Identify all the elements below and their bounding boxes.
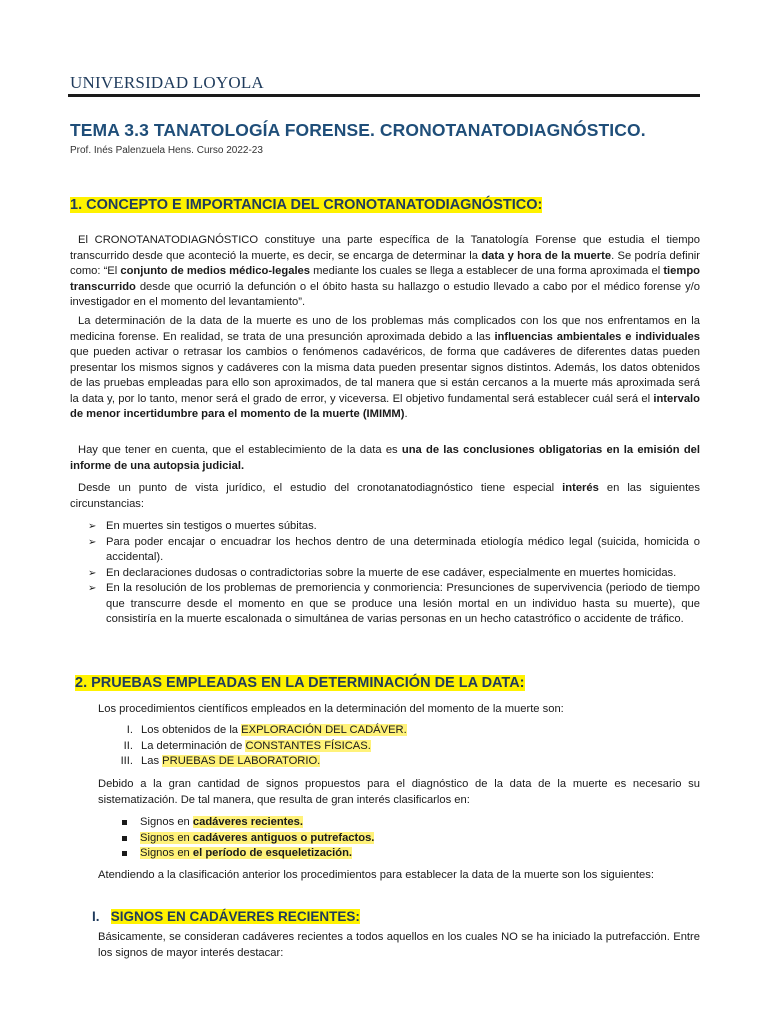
section-2-intro: Los procedimientos científicos empleados en la determinación del momento de la muerte son: (98, 703, 564, 715)
subsection-heading-text: SIGNOS EN CADÁVERES RECIENTES: (110, 909, 360, 924)
bold-run: influencias ambientales e individuales (494, 330, 700, 343)
paragraph-definition (70, 233, 700, 311)
list-item (118, 831, 678, 847)
highlighted-text: EXPLORACIÓN DEL CADÁVER. (241, 724, 407, 736)
university-name: UNIVERSIDAD LOYOLA (70, 73, 264, 92)
paragraph-obligatory (70, 443, 700, 474)
square-bullet-icon (122, 836, 127, 841)
text-run: Desde un punto de vista jurídico, el estudio del cronotanatodiagnóstico tiene especial (78, 482, 563, 494)
highlighted-text: cadáveres antiguos o putrefactos. (192, 831, 375, 844)
text-run: en las siguientes circunstancias: (70, 482, 700, 510)
list-item (113, 739, 673, 755)
section-2-heading (75, 675, 525, 691)
list-item-text: Para poder encajar o encuadrar los hechos dentro de una determinada etiología médico legal (suicida, homicida o accidental). (106, 535, 700, 563)
text-run: desde que ocurrió la defunción o el óbito hasta su hallazgo o estudio llevado a cabo por el médico forense y/o investigador en el momento del levantamiento”. (70, 280, 700, 308)
text-run: El CRONOTANATODIAGNÓSTICO constituye una parte específica de la Tanatología Forense que estudia el tiempo transcurrido desde que aconteció la muerte, es decir, se encarga de determinar la (70, 234, 700, 262)
bold-run: data y hora de la muerte (481, 249, 612, 262)
bold-run: interés (562, 482, 599, 494)
highlighted-text: PRUEBAS DE LABORATORIO. (162, 755, 321, 767)
author-line: Prof. Inés Palenzuela Hens. Curso 2022-23 (70, 145, 263, 156)
list-item (86, 581, 700, 628)
list-item-text: Signos en (140, 831, 193, 844)
subsection-number: I. (92, 909, 100, 924)
list-number: I. (126, 724, 133, 736)
paragraph-procedures: Atendiendo a la clasificación anterior los procedimientos para establecer la data de la muerte son los siguientes: (98, 869, 654, 881)
section-1-heading (70, 197, 542, 213)
list-item-text: En declaraciones dudosas o contradictorias sobre la muerte de ese cadáver, especialmente en muertes homicidas. (106, 566, 677, 579)
text-run: mediante los cuales se llega a establecer de una forma aproximada el (310, 265, 664, 277)
arrow-bullet-icon: ➢ (88, 583, 97, 594)
sign-types-list (118, 815, 678, 862)
square-bullet-icon (122, 851, 127, 856)
list-number: II. (123, 739, 133, 752)
arrow-bullet-icon: ➢ (88, 567, 97, 579)
text-run: . Se podría definir como: “El (70, 249, 701, 277)
highlighted-text: el período de esqueletización. (192, 847, 353, 859)
section-2-heading-text: 2. PRUEBAS EMPLEADAS EN LA DETERMINACIÓN DE LA DATA: (75, 675, 525, 691)
section-1-heading-text: 1. CONCEPTO E IMPORTANCIA DEL CRONOTANATODIAGNÓSTICO: (70, 197, 543, 213)
list-item-text: Las (141, 755, 163, 767)
arrow-bullet-icon: ➢ (88, 521, 97, 532)
list-item-text: En la resolución de los problemas de premoriencia y conmoriencia: Presunciones de supervivencia (periodo de tiempo que transcurre desde el momento en que se produce una lesión mortal en un individuo hasta su muerte), que consistiría en la muerte escalonada o simultánea de varias personas en un hecho catastrófico o accidente de tráfico. (106, 582, 700, 625)
highlighted-text: cadáveres recientes. (192, 816, 303, 828)
bold-run: intervalo de menor incertidumbre para el momento de la muerte (IMIMM) (70, 392, 700, 420)
bold-run: una de las conclusiones obligatorias en la emisión del informe de una autopsia judicial. (70, 444, 700, 472)
list-item-text: En muertes sin testigos o muertes súbitas. (106, 520, 317, 532)
list-number: III. (120, 755, 133, 767)
text-run: . (404, 408, 408, 420)
list-item-text: Signos en (140, 847, 193, 859)
list-item (113, 754, 673, 770)
subsection-1-heading (92, 909, 360, 924)
paragraph-recent-corpses: Básicamente, se consideran cadáveres recientes a todos aquellos en los cuales NO se ha iniciado la putrefacción. Entre los signos de mayor interés destacar: (98, 931, 700, 959)
header-rule (68, 94, 700, 97)
procedures-list (113, 723, 673, 770)
page-title: TEMA 3.3 TANATOLOGÍA FORENSE. CRONOTANATODIAGNÓSTICO. (70, 120, 646, 140)
paragraph-legal-interest (70, 481, 700, 512)
text-run: Hay que tener en cuenta, que el establecimiento de la data es (78, 444, 402, 456)
text-run: que pueden activar o retrasar los cambios o fenómenos cadavéricos, de forma que cadáveres de diferentes datas pueden presentar los mismos signos y cadáveres con la misma data pueden presentar signos distintos. Además, los datos obtenidos de las pruebas empleadas para ello son aproximados, de tal manera que si están cercanos a la muerte más aproximada será la data y, por lo tanto, menor será el grado de error, y viceversa. El objetivo fundamental será establecer cuál será el (70, 346, 700, 405)
list-item-text: Signos en (140, 816, 193, 828)
list-item (118, 846, 678, 862)
square-bullet-icon (122, 820, 127, 825)
bold-run: conjunto de medios médico-legales (120, 265, 310, 277)
text-run: La determinación de la data de la muerte es uno de los problemas más complicados con los que nos enfrentamos en la medicina forense. En realidad, se trata de una presunción aproximada debido a las (70, 315, 700, 343)
highlighted-text: CONSTANTES FÍSICAS. (245, 739, 371, 752)
list-item (118, 815, 678, 831)
circumstances-list (86, 519, 700, 628)
list-item (86, 519, 700, 535)
list-item (113, 723, 673, 739)
list-item-text: La determinación de (141, 739, 246, 752)
paragraph-data-determination (70, 314, 700, 423)
bold-run: tiempo transcurrido (70, 265, 700, 293)
paragraph-classification: Debido a la gran cantidad de signos propuestos para el diagnóstico de la data de la muerte es necesario su sistematización. De tal manera, que resulta de gran interés clasificarlos en: (98, 778, 700, 806)
list-item (86, 535, 700, 566)
list-item (86, 566, 700, 582)
list-item-text: Los obtenidos de la (141, 724, 242, 736)
arrow-bullet-icon: ➢ (88, 536, 97, 548)
